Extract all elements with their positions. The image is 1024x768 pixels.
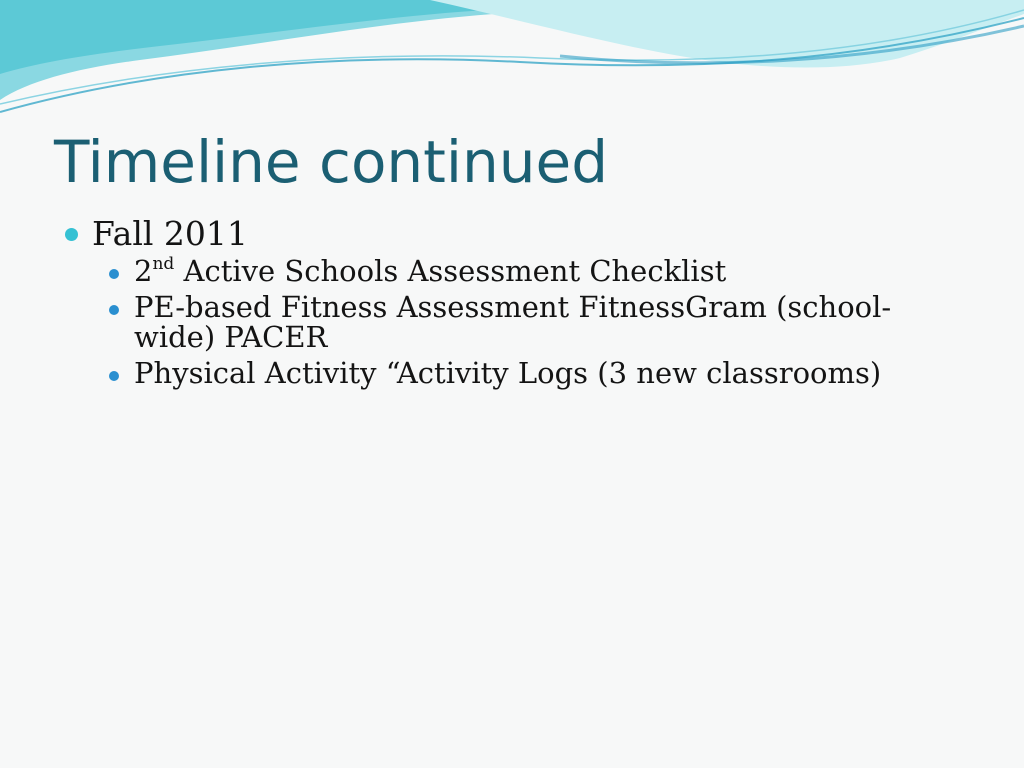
decorative-wave-banner <box>0 0 1024 130</box>
bullet-level1 <box>64 214 964 254</box>
sub-bullet-text: Active Schools Assessment Checklist <box>174 254 727 288</box>
ordinal-superscript: nd <box>152 254 175 274</box>
slide-title: Timeline continued <box>54 128 609 196</box>
sub-bullet-text: Physical Activity “Activity Logs (3 new classrooms) <box>134 356 882 390</box>
sub-bullet-list <box>64 256 964 388</box>
sub-bullet-text-prefix: 2 <box>134 254 153 288</box>
sub-bullet <box>108 256 964 286</box>
sub-bullet-text: PE-based Fitness Assessment FitnessGram (school-wide) PACER <box>134 290 892 354</box>
sub-bullet <box>108 358 964 388</box>
bullet-dot-icon <box>109 371 119 381</box>
bullet-dot-icon <box>109 269 119 279</box>
bullet-dot-icon <box>65 228 78 241</box>
bullet-text: Fall 2011 <box>92 214 248 253</box>
sub-bullet <box>108 292 964 352</box>
bullet-dot-icon <box>109 305 119 315</box>
slide-body <box>64 214 964 394</box>
